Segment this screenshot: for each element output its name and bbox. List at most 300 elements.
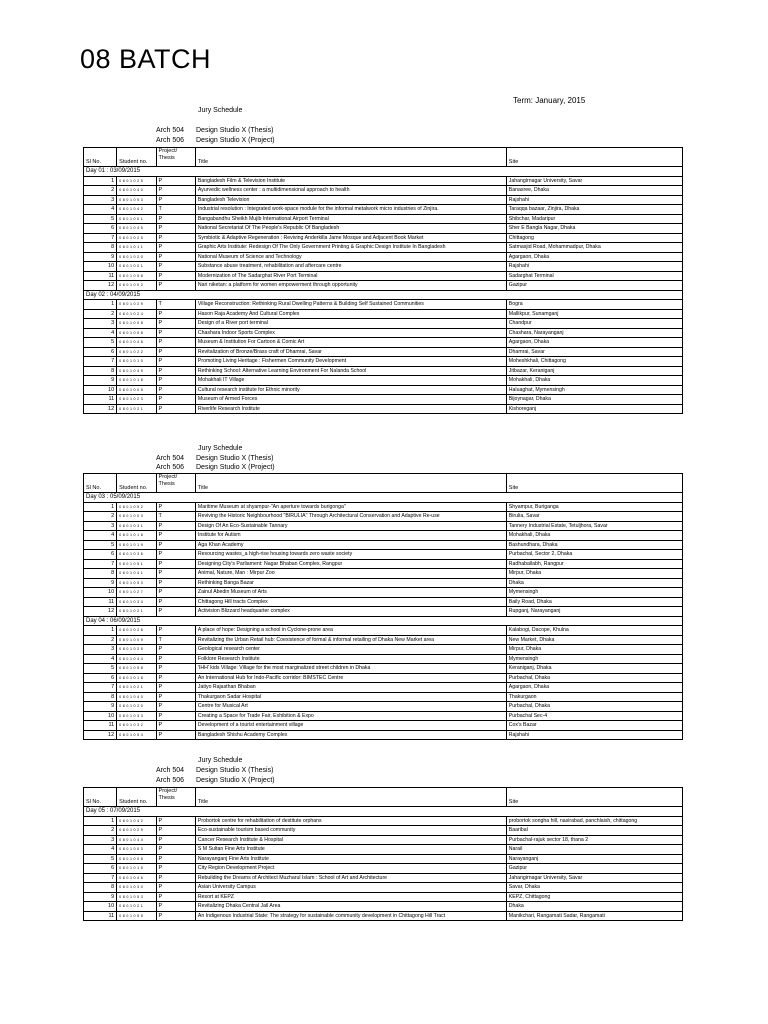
table-row bbox=[84, 654, 683, 664]
jury-schedule-label: Jury Schedule bbox=[198, 757, 243, 764]
table-row bbox=[84, 347, 683, 357]
table-row bbox=[84, 578, 683, 588]
cell-sl: 4 bbox=[84, 845, 117, 855]
cell-project-thesis: P bbox=[156, 366, 195, 376]
cell-sl: 10 bbox=[84, 588, 117, 598]
header-site: Site bbox=[506, 474, 682, 493]
cell-title: Substance abuse treatment, rehabilitation and aftercare centre bbox=[195, 262, 506, 272]
table-row bbox=[84, 835, 683, 845]
cell-project-thesis: P bbox=[156, 347, 195, 357]
cell-site: Cox's Bazar bbox=[506, 721, 682, 731]
cell-site: Mirpur, Dhaka bbox=[506, 645, 682, 655]
cell-title: Design of a River port terminal bbox=[195, 319, 506, 329]
table-row bbox=[84, 826, 683, 836]
table-row bbox=[84, 635, 683, 645]
course-line bbox=[156, 777, 275, 784]
cell-project-thesis: P bbox=[156, 252, 195, 262]
cell-sl: 11 bbox=[84, 597, 117, 607]
cell-site: Banasree, Dhaka bbox=[506, 186, 682, 196]
schedule-table bbox=[83, 147, 683, 414]
cell-project-thesis: P bbox=[156, 319, 195, 329]
cell-sl: 10 bbox=[84, 902, 117, 912]
cell-sl: 2 bbox=[84, 635, 117, 645]
cell-site: Dhaka bbox=[506, 902, 682, 912]
cell-student-no: 0 8 0 1 0 5 4 bbox=[117, 730, 156, 740]
cell-sl: 1 bbox=[84, 502, 117, 512]
cell-project-thesis: P bbox=[156, 873, 195, 883]
cell-project-thesis: P bbox=[156, 309, 195, 319]
cell-site: Chashara, Narayanganj bbox=[506, 328, 682, 338]
cell-title: Cancer Research Institute & Hospital bbox=[195, 835, 506, 845]
cell-project-thesis: P bbox=[156, 540, 195, 550]
table-row bbox=[84, 366, 683, 376]
cell-student-no: 0 8 0 1 0 1 0 bbox=[117, 357, 156, 367]
cell-student-no: 0 8 0 1 0 2 7 bbox=[117, 588, 156, 598]
cell-project-thesis: P bbox=[156, 911, 195, 921]
cell-student-no: 0 8 0 1 0 2 1 bbox=[117, 404, 156, 414]
cell-site: Shibchar, Madaripur bbox=[506, 214, 682, 224]
table-row bbox=[84, 664, 683, 674]
cell-sl: 1 bbox=[84, 816, 117, 826]
cell-title: Village Reconstruction: Rethinking Rural Dwelling Patterns & Building Self Sustained Communities bbox=[195, 300, 506, 310]
cell-title: Cultural research institute for Ethnic minority bbox=[195, 385, 506, 395]
cell-site: Taraqqa bazaar, Zinjira, Dhaka bbox=[506, 205, 682, 215]
header-site: Site bbox=[506, 148, 682, 167]
cell-site: Rajshahi bbox=[506, 195, 682, 205]
cell-student-no: 0 8 0 1 0 2 9 bbox=[117, 300, 156, 310]
cell-project-thesis: P bbox=[156, 588, 195, 598]
cell-sl: 7 bbox=[84, 233, 117, 243]
course-code: Arch 506 bbox=[156, 464, 185, 471]
cell-site: Tannery Industrial Estate, Tetuljhora, Savar bbox=[506, 521, 682, 531]
course-line bbox=[156, 455, 273, 462]
table-row bbox=[84, 205, 683, 215]
cell-title: Rebuilding the Dreams of Architect Muzharul Islam : School of Art and Architecture bbox=[195, 873, 506, 883]
table-row bbox=[84, 281, 683, 291]
cell-site: Mohakhali, Dhaka bbox=[506, 531, 682, 541]
table-row bbox=[84, 521, 683, 531]
cell-title: Nari niketan: a platform for women empowerment through opportunity bbox=[195, 281, 506, 291]
cell-project-thesis: P bbox=[156, 559, 195, 569]
header-project-thesis bbox=[156, 474, 195, 493]
course-code: Arch 504 bbox=[156, 767, 185, 774]
day-row bbox=[84, 493, 683, 503]
cell-project-thesis: P bbox=[156, 826, 195, 836]
cell-student-no: 0 8 0 1 0 4 9 bbox=[117, 366, 156, 376]
cell-project-thesis: P bbox=[156, 271, 195, 281]
cell-student-no: 0 8 0 1 0 2 5 bbox=[117, 176, 156, 186]
cell-student-no: 0 8 0 1 0 2 1 bbox=[117, 607, 156, 617]
day-row bbox=[84, 807, 683, 817]
course-line bbox=[156, 767, 273, 774]
cell-site: Sadarghat Terminal bbox=[506, 271, 682, 281]
course-name: Design Studio X (Project) bbox=[196, 777, 275, 784]
cell-title: Probortok centre for rehabilitation of destitute orphans bbox=[195, 816, 506, 826]
cell-project-thesis: P bbox=[156, 376, 195, 386]
cell-project-thesis: P bbox=[156, 502, 195, 512]
cell-project-thesis: P bbox=[156, 892, 195, 902]
cell-title: Reviving the Historic Neighbourhood "BIRULIA" Through Architectural Conservation and Adaptive Re-use bbox=[195, 512, 506, 522]
cell-title: An International Hub for Indo-Pacific corridor: BIMSTEC Centre bbox=[195, 673, 506, 683]
cell-site: Jitbazar, Keraniganj bbox=[506, 366, 682, 376]
cell-sl: 9 bbox=[84, 702, 117, 712]
table-row bbox=[84, 845, 683, 855]
cell-project-thesis: P bbox=[156, 835, 195, 845]
cell-student-no: 0 8 0 1 0 5 1 bbox=[117, 559, 156, 569]
cell-title: Chashara Indoor Sports Complex bbox=[195, 328, 506, 338]
cell-sl: 10 bbox=[84, 385, 117, 395]
cell-site: Agargaon, Dhaka bbox=[506, 252, 682, 262]
table-header-row bbox=[84, 474, 683, 493]
course-line bbox=[156, 464, 275, 471]
header-student: Student no. bbox=[117, 474, 156, 493]
cell-title: National Museum of Science and Technology bbox=[195, 252, 506, 262]
header-title: Title bbox=[195, 788, 506, 807]
table-row bbox=[84, 502, 683, 512]
table-row bbox=[84, 252, 683, 262]
cell-sl: 4 bbox=[84, 205, 117, 215]
cell-student-no: 0 8 0 1 0 3 6 bbox=[117, 550, 156, 560]
cell-student-no: 0 8 0 1 0 0 8 bbox=[117, 854, 156, 864]
cell-title: Design Of An Eco-Sustainable Tannary bbox=[195, 521, 506, 531]
cell-site: Purbachal Sec-4 bbox=[506, 711, 682, 721]
cell-student-no: 0 8 0 1 0 0 1 bbox=[117, 214, 156, 224]
cell-title: Resourcing wastes_a high-rise housing towards zero waste society bbox=[195, 550, 506, 560]
cell-title: Narayanganj Fine Arts Institute bbox=[195, 854, 506, 864]
cell-sl: 5 bbox=[84, 540, 117, 550]
day-row bbox=[84, 290, 683, 300]
cell-title: Chittagong Hill tracts Complex bbox=[195, 597, 506, 607]
cell-site: Jahangirnagar University, Savar bbox=[506, 176, 682, 186]
cell-student-no: 0 8 0 1 0 5 3 bbox=[117, 578, 156, 588]
table-row bbox=[84, 531, 683, 541]
cell-site: Keraniganj, Dhaka bbox=[506, 664, 682, 674]
cell-sl: 4 bbox=[84, 531, 117, 541]
table-row bbox=[84, 338, 683, 348]
cell-site: Shyampur, Buriganga bbox=[506, 502, 682, 512]
cell-project-thesis: P bbox=[156, 385, 195, 395]
table-row bbox=[84, 569, 683, 579]
cell-project-thesis: P bbox=[156, 816, 195, 826]
cell-site: Chittagong bbox=[506, 233, 682, 243]
course-code: Arch 506 bbox=[156, 137, 185, 144]
table-row bbox=[84, 328, 683, 338]
cell-title: 'IHH' kids Village: Village for the most marginalized street children in Dhaka bbox=[195, 664, 506, 674]
cell-student-no: 0 8 0 1 0 2 5 bbox=[117, 233, 156, 243]
cell-student-no: 0 8 0 1 0 3 4 bbox=[117, 597, 156, 607]
course-name: Design Studio X (Thesis) bbox=[196, 127, 274, 134]
cell-project-thesis: P bbox=[156, 281, 195, 291]
cell-site: Bashundhara, Dhaka bbox=[506, 540, 682, 550]
cell-student-no: 0 8 0 1 0 5 3 bbox=[117, 195, 156, 205]
cell-student-no: 0 8 0 1 0 2 3 bbox=[117, 395, 156, 405]
cell-sl: 12 bbox=[84, 730, 117, 740]
cell-title: Museum of Armed Forces bbox=[195, 395, 506, 405]
day-label: Day 05 : 07/09/2015 bbox=[84, 807, 683, 817]
cell-project-thesis: P bbox=[156, 692, 195, 702]
cell-site: New Market, Dhaka bbox=[506, 635, 682, 645]
table-row bbox=[84, 711, 683, 721]
cell-sl: 3 bbox=[84, 195, 117, 205]
cell-student-no: 0 8 0 1 0 4 4 bbox=[117, 654, 156, 664]
cell-title: Revitalizing the Urban Retail hub: Coexistence of formal & informal retailing of Dhaka New Market area bbox=[195, 635, 506, 645]
cell-student-no: 0 8 0 1 0 0 1 bbox=[117, 262, 156, 272]
cell-title: Rethinking School: Alternative Learning Environment For Nalanda School bbox=[195, 366, 506, 376]
table-row bbox=[84, 186, 683, 196]
cell-project-thesis: P bbox=[156, 214, 195, 224]
cell-site: Narayanganj bbox=[506, 854, 682, 864]
cell-project-thesis: P bbox=[156, 721, 195, 731]
cell-student-no: 0 8 0 1 0 5 8 bbox=[117, 664, 156, 674]
cell-sl: 5 bbox=[84, 664, 117, 674]
cell-project-thesis: P bbox=[156, 683, 195, 693]
cell-student-no: 0 8 0 1 0 5 2 bbox=[117, 502, 156, 512]
cell-student-no: 0 8 0 1 0 5 6 bbox=[117, 271, 156, 281]
cell-sl: 1 bbox=[84, 176, 117, 186]
cell-student-no: 0 8 0 1 0 0 3 bbox=[117, 512, 156, 522]
cell-site: Sher E Bangla Nagar, Dhaka bbox=[506, 224, 682, 234]
cell-sl: 11 bbox=[84, 395, 117, 405]
course-line bbox=[156, 127, 273, 134]
cell-sl: 11 bbox=[84, 911, 117, 921]
table-row bbox=[84, 911, 683, 921]
cell-sl: 8 bbox=[84, 692, 117, 702]
course-name: Design Studio X (Project) bbox=[196, 464, 275, 471]
cell-project-thesis: P bbox=[156, 186, 195, 196]
cell-project-thesis: P bbox=[156, 730, 195, 740]
cell-sl: 11 bbox=[84, 271, 117, 281]
cell-site: Moheshkhali, Chittagong bbox=[506, 357, 682, 367]
header-project: Project/ bbox=[158, 474, 178, 480]
cell-student-no: 0 8 0 1 0 0 5 bbox=[117, 385, 156, 395]
cell-site: Radhaballabh, Rangpur bbox=[506, 559, 682, 569]
cell-site: Rajshahi bbox=[506, 730, 682, 740]
cell-sl: 6 bbox=[84, 673, 117, 683]
cell-title: Activision Blizzard headquarter complex bbox=[195, 607, 506, 617]
cell-title: Bangladesh Film & Television Institute bbox=[195, 176, 506, 186]
cell-student-no: 0 8 0 1 0 4 6 bbox=[117, 873, 156, 883]
cell-site: Baily Road, Dhaka bbox=[506, 597, 682, 607]
cell-title: Hason Raja Academy And Cultural Complex bbox=[195, 309, 506, 319]
cell-site: Narail bbox=[506, 845, 682, 855]
cell-site: Agargaon, Dhaka bbox=[506, 683, 682, 693]
cell-site: Dhamrai, Savar bbox=[506, 347, 682, 357]
cell-title: A place of hope: Designing a school in Cyclone-prone area bbox=[195, 626, 506, 636]
cell-sl: 7 bbox=[84, 683, 117, 693]
cell-sl: 9 bbox=[84, 578, 117, 588]
cell-project-thesis: T bbox=[156, 512, 195, 522]
table-row bbox=[84, 902, 683, 912]
cell-project-thesis: P bbox=[156, 550, 195, 560]
cell-project-thesis: P bbox=[156, 607, 195, 617]
cell-project-thesis: P bbox=[156, 338, 195, 348]
cell-project-thesis: P bbox=[156, 357, 195, 367]
header-project-thesis bbox=[156, 148, 195, 167]
cell-sl: 5 bbox=[84, 214, 117, 224]
table-header-row bbox=[84, 148, 683, 167]
header-site: Site bbox=[506, 788, 682, 807]
cell-sl: 2 bbox=[84, 186, 117, 196]
cell-student-no: 0 8 0 1 0 1 1 bbox=[117, 243, 156, 253]
cell-sl: 9 bbox=[84, 892, 117, 902]
cell-title: Animal, Nature, Man : Mirpur Zoo bbox=[195, 569, 506, 579]
cell-site: Bogra bbox=[506, 300, 682, 310]
cell-student-no: 0 8 0 1 0 2 5 bbox=[117, 645, 156, 655]
header-thesis: Thesis bbox=[158, 480, 175, 487]
cell-project-thesis: P bbox=[156, 569, 195, 579]
table-row bbox=[84, 588, 683, 598]
cell-sl: 10 bbox=[84, 262, 117, 272]
cell-project-thesis: P bbox=[156, 233, 195, 243]
cell-sl: 12 bbox=[84, 607, 117, 617]
cell-project-thesis: P bbox=[156, 262, 195, 272]
cell-sl: 8 bbox=[84, 569, 117, 579]
cell-site: Birulia, Savar bbox=[506, 512, 682, 522]
table-row bbox=[84, 692, 683, 702]
cell-title: Bangladesh Shishu Academy Complex bbox=[195, 730, 506, 740]
cell-sl: 3 bbox=[84, 645, 117, 655]
cell-student-no: 0 8 0 1 0 4 2 bbox=[117, 816, 156, 826]
cell-site: KEPZ, Chittagong bbox=[506, 892, 682, 902]
cell-student-no: 0 8 0 1 0 2 2 bbox=[117, 347, 156, 357]
table-row bbox=[84, 540, 683, 550]
course-code: Arch 506 bbox=[156, 777, 185, 784]
cell-student-no: 0 8 0 1 0 2 1 bbox=[117, 902, 156, 912]
cell-site: Baaribal bbox=[506, 826, 682, 836]
cell-sl: 2 bbox=[84, 309, 117, 319]
cell-title: National Secretariat Of The People's Republic Of Bangladesh bbox=[195, 224, 506, 234]
table-row bbox=[84, 224, 683, 234]
cell-project-thesis: T bbox=[156, 205, 195, 215]
cell-project-thesis: P bbox=[156, 531, 195, 541]
course-line bbox=[156, 137, 275, 144]
day-label: Day 03 : 05/09/2015 bbox=[84, 493, 683, 503]
table-row bbox=[84, 730, 683, 740]
cell-title: Designing City's Parliament: Nagar Bhaban Complex, Rangpur bbox=[195, 559, 506, 569]
table-row bbox=[84, 550, 683, 560]
cell-title: City Region Development Project bbox=[195, 864, 506, 874]
cell-title: Modernization of The Sadarghat River Port Terminal bbox=[195, 271, 506, 281]
cell-title: Riverlife Research Institute bbox=[195, 404, 506, 414]
table-row bbox=[84, 271, 683, 281]
cell-sl: 4 bbox=[84, 654, 117, 664]
header-sl: Sl No. bbox=[84, 474, 117, 493]
jury-schedule-label: Jury Schedule bbox=[198, 445, 243, 452]
header-student: Student no. bbox=[117, 148, 156, 167]
cell-site: Mohakhali, Dhaka bbox=[506, 376, 682, 386]
table-row bbox=[84, 873, 683, 883]
cell-student-no: 0 8 0 1 0 4 1 bbox=[117, 569, 156, 579]
cell-project-thesis: P bbox=[156, 395, 195, 405]
cell-sl: 3 bbox=[84, 319, 117, 329]
cell-student-no: 0 8 0 1 0 3 0 bbox=[117, 883, 156, 893]
cell-project-thesis: P bbox=[156, 711, 195, 721]
cell-title: Maritime Museum at shyampur-"An aperture towards burigonga" bbox=[195, 502, 506, 512]
day-row bbox=[84, 167, 683, 177]
cell-student-no: 0 8 0 1 0 1 8 bbox=[117, 673, 156, 683]
table-row bbox=[84, 214, 683, 224]
table-row bbox=[84, 673, 683, 683]
cell-sl: 7 bbox=[84, 559, 117, 569]
cell-sl: 5 bbox=[84, 338, 117, 348]
cell-sl: 6 bbox=[84, 864, 117, 874]
cell-sl: 6 bbox=[84, 550, 117, 560]
cell-project-thesis: P bbox=[156, 243, 195, 253]
cell-site: Agargaon, Dhaka bbox=[506, 338, 682, 348]
cell-site: Haluaghat, Mymensingh bbox=[506, 385, 682, 395]
jury-schedule-label: Jury Schedule bbox=[198, 107, 243, 114]
header-project: Project/ bbox=[158, 788, 178, 794]
day-label: Day 04 : 06/09/2015 bbox=[84, 616, 683, 626]
table-row bbox=[84, 559, 683, 569]
cell-sl: 4 bbox=[84, 328, 117, 338]
table-row bbox=[84, 512, 683, 522]
cell-sl: 3 bbox=[84, 835, 117, 845]
cell-sl: 8 bbox=[84, 243, 117, 253]
cell-title: Eco-sustainable tourism based community bbox=[195, 826, 506, 836]
cell-site: Purbachal, Dhaka bbox=[506, 702, 682, 712]
cell-title: Bangladesh Television bbox=[195, 195, 506, 205]
cell-project-thesis: P bbox=[156, 645, 195, 655]
cell-student-no: 0 8 0 1 0 2 0 bbox=[117, 252, 156, 262]
cell-sl: 8 bbox=[84, 883, 117, 893]
cell-sl: 1 bbox=[84, 626, 117, 636]
cell-student-no: 0 8 0 1 0 5 5 bbox=[117, 911, 156, 921]
cell-project-thesis: P bbox=[156, 521, 195, 531]
cell-sl: 2 bbox=[84, 512, 117, 522]
cell-title: Centre for Musical Art bbox=[195, 702, 506, 712]
cell-student-no: 0 8 0 1 0 4 5 bbox=[117, 224, 156, 234]
schedule-table bbox=[83, 473, 683, 740]
table-row bbox=[84, 233, 683, 243]
cell-title: Revitalizing Dhaka Central Jail Area bbox=[195, 902, 506, 912]
table-row bbox=[84, 702, 683, 712]
cell-project-thesis: P bbox=[156, 195, 195, 205]
course-code: Arch 504 bbox=[156, 455, 185, 462]
table-row bbox=[84, 395, 683, 405]
cell-site: Chandpur bbox=[506, 319, 682, 329]
cell-title: Resort at KEPZ bbox=[195, 892, 506, 902]
cell-sl: 9 bbox=[84, 376, 117, 386]
table-header-row bbox=[84, 788, 683, 807]
course-code: Arch 504 bbox=[156, 127, 185, 134]
cell-student-no: 0 8 0 1 0 4 4 bbox=[117, 835, 156, 845]
cell-project-thesis: P bbox=[156, 664, 195, 674]
table-row bbox=[84, 721, 683, 731]
header-sl: Sl No. bbox=[84, 148, 117, 167]
cell-site: Bijoynagar, Dhaka bbox=[506, 395, 682, 405]
cell-title: Institute for Autism bbox=[195, 531, 506, 541]
cell-project-thesis: T bbox=[156, 635, 195, 645]
cell-site: Manikchari, Rangamati Sadar, Rangamati bbox=[506, 911, 682, 921]
header-title: Title bbox=[195, 148, 506, 167]
table-row bbox=[84, 883, 683, 893]
table-row bbox=[84, 892, 683, 902]
table-row bbox=[84, 357, 683, 367]
table-row bbox=[84, 816, 683, 826]
table-row bbox=[84, 864, 683, 874]
cell-project-thesis: P bbox=[156, 702, 195, 712]
cell-student-no: 0 8 0 1 0 1 5 bbox=[117, 864, 156, 874]
cell-project-thesis: P bbox=[156, 654, 195, 664]
cell-project-thesis: P bbox=[156, 328, 195, 338]
cell-student-no: 0 8 0 1 0 0 6 bbox=[117, 328, 156, 338]
term-label: Term: January, 2015 bbox=[513, 96, 586, 105]
cell-sl: 6 bbox=[84, 347, 117, 357]
cell-site: Purbachal-rajuk sector 18, thana 2 bbox=[506, 835, 682, 845]
header-project: Project/ bbox=[158, 148, 178, 154]
cell-sl: 11 bbox=[84, 721, 117, 731]
